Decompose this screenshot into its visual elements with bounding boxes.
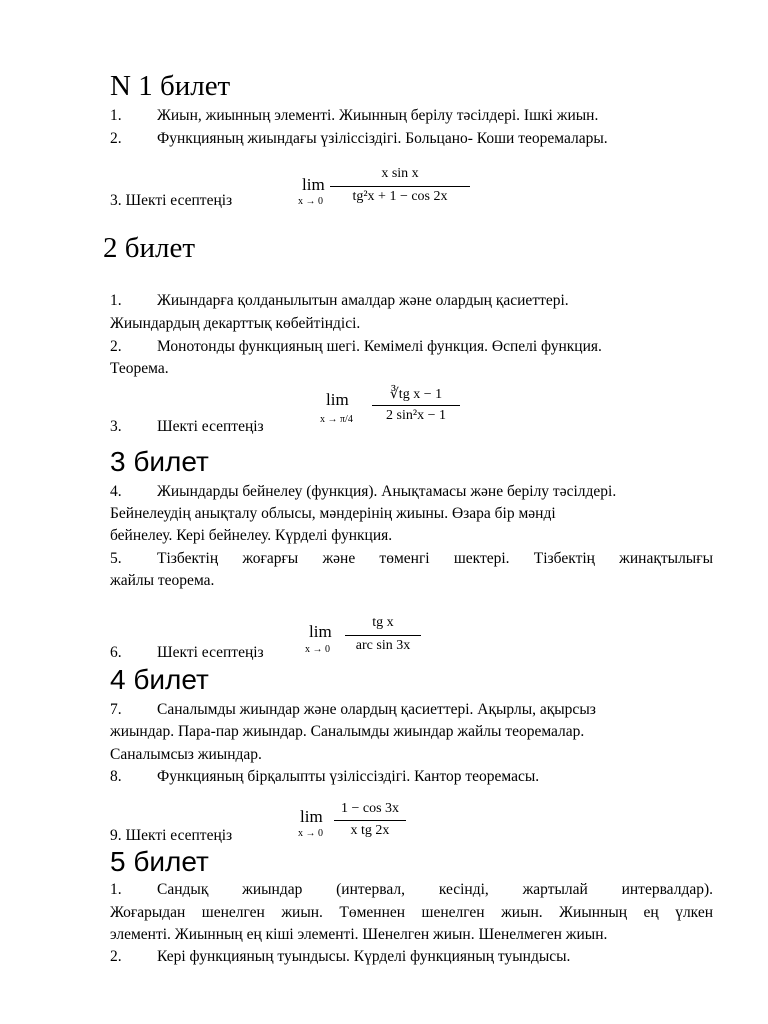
lim-subscript: x → 0 <box>298 828 323 839</box>
ticket-2-item-2: 2. Монотонды функцияның шегі. Кемімелі функция. Өспелі функция. <box>110 338 602 355</box>
lim-subscript: x → π/4 <box>320 414 353 425</box>
lim-symbol: lim <box>309 622 332 641</box>
lim-subscript: x → 0 <box>305 644 330 655</box>
ticket-5-item-1-cont2: элементі. Жиынның ең кіші элементі. Шенелген жиын. Шенелмеген жиын. <box>110 926 608 943</box>
ticket-2-title: 2 билет <box>103 232 196 264</box>
ticket-3-limit-formula <box>305 614 427 660</box>
fraction-denominator: x tg 2x <box>350 823 390 838</box>
ticket-4-title: 4 билет <box>110 664 209 695</box>
fraction-bar <box>345 635 421 636</box>
fraction-numerator: ∛tg x − 1 <box>389 387 443 402</box>
fraction-numerator: 1 − cos 3x <box>340 801 400 816</box>
ticket-2-task: 3. Шекті есептеңіз <box>110 418 264 435</box>
ticket-2-item-1-cont: Жиындардың декарттық көбейтіндісі. <box>110 315 361 332</box>
ticket-3-task: 6. Шекті есептеңіз <box>110 644 264 661</box>
ticket-5-item-1: 1. Сандық жиындар (интервал, кесінді, жартылай интервалдар). <box>110 881 713 898</box>
ticket-4-item-7-cont2: Саналымсыз жиындар. <box>110 746 262 763</box>
ticket-1-task: 3. Шекті есептеңіз <box>110 192 233 209</box>
ticket-5-item-1-cont: Жоғарыдан шенелген жиын. Төменнен шенелген жиын. Жиынның ең үлкен <box>110 904 713 921</box>
fraction-bar <box>330 186 470 187</box>
fraction-bar <box>334 820 406 821</box>
ticket-1-item-1: 1. Жиын, жиынның элементі. Жиынның берілу тәсілдері. Ішкі жиын. <box>110 107 599 124</box>
ticket-3-item-5: 5. Тізбектің жоғарғы және төменгі шектері. Тізбектің жинақтылығы <box>110 550 713 567</box>
ticket-2-limit-formula <box>320 382 465 436</box>
lim-symbol: lim <box>300 807 323 826</box>
ticket-4-item-7-cont: жиындар. Пара-пар жиындар. Саналымды жиындар жайлы теоремалар. <box>110 723 585 740</box>
ticket-2-item-2-cont: Теорема. <box>110 360 169 377</box>
ticket-5-title: 5 билет <box>110 846 209 877</box>
ticket-4-task: 9. Шекті есептеңіз <box>110 827 233 844</box>
lim-symbol: lim <box>302 175 325 194</box>
fraction-denominator: arc sin 3x <box>355 638 411 653</box>
ticket-5-item-2: 2. Кері функцияның туындысы. Күрделі функцияның туындысы. <box>110 948 571 965</box>
ticket-3-title: 3 билет <box>110 446 209 477</box>
ticket-3-item-4: 4. Жиындарды бейнелеу (функция). Анықтамасы және берілу тәсілдері. <box>110 483 617 500</box>
fraction-numerator: x sin x <box>381 166 419 181</box>
fraction-denominator: tg²x + 1 − cos 2x <box>352 189 448 204</box>
ticket-1-title: N 1 билет <box>110 70 231 102</box>
ticket-3-item-4-cont2: бейнелеу. Кері бейнелеу. Күрделі функция. <box>110 527 393 544</box>
ticket-1-limit-formula <box>298 166 478 212</box>
ticket-3-item-5-cont: жайлы теорема. <box>110 572 215 589</box>
ticket-3-item-4-cont: Бейнелеудің анықталу облысы, мәндерінің жиыны. Өзара бір мәнді <box>110 505 556 522</box>
fraction-denominator: 2 sin²x − 1 <box>386 408 446 423</box>
ticket-4-item-7: 7. Саналымды жиындар және олардың қасиеттері. Ақырлы, ақырсыз <box>110 701 596 718</box>
ticket-4-limit-formula <box>298 800 412 844</box>
lim-symbol: lim <box>326 390 349 409</box>
ticket-2-item-1: 1. Жиындарға қолданылытын амалдар және олардың қасиеттері. <box>110 292 569 309</box>
ticket-1-item-2: 2. Функцияның жиындағы үзіліссіздігі. Больцано- Коши теоремалары. <box>110 130 608 147</box>
fraction-bar <box>372 405 460 406</box>
lim-subscript: x → 0 <box>298 196 323 207</box>
fraction-numerator: tg x <box>372 615 394 630</box>
ticket-4-item-8: 8. Функцияның бірқалыпты үзіліссіздігі. Кантор теоремасы. <box>110 768 540 785</box>
